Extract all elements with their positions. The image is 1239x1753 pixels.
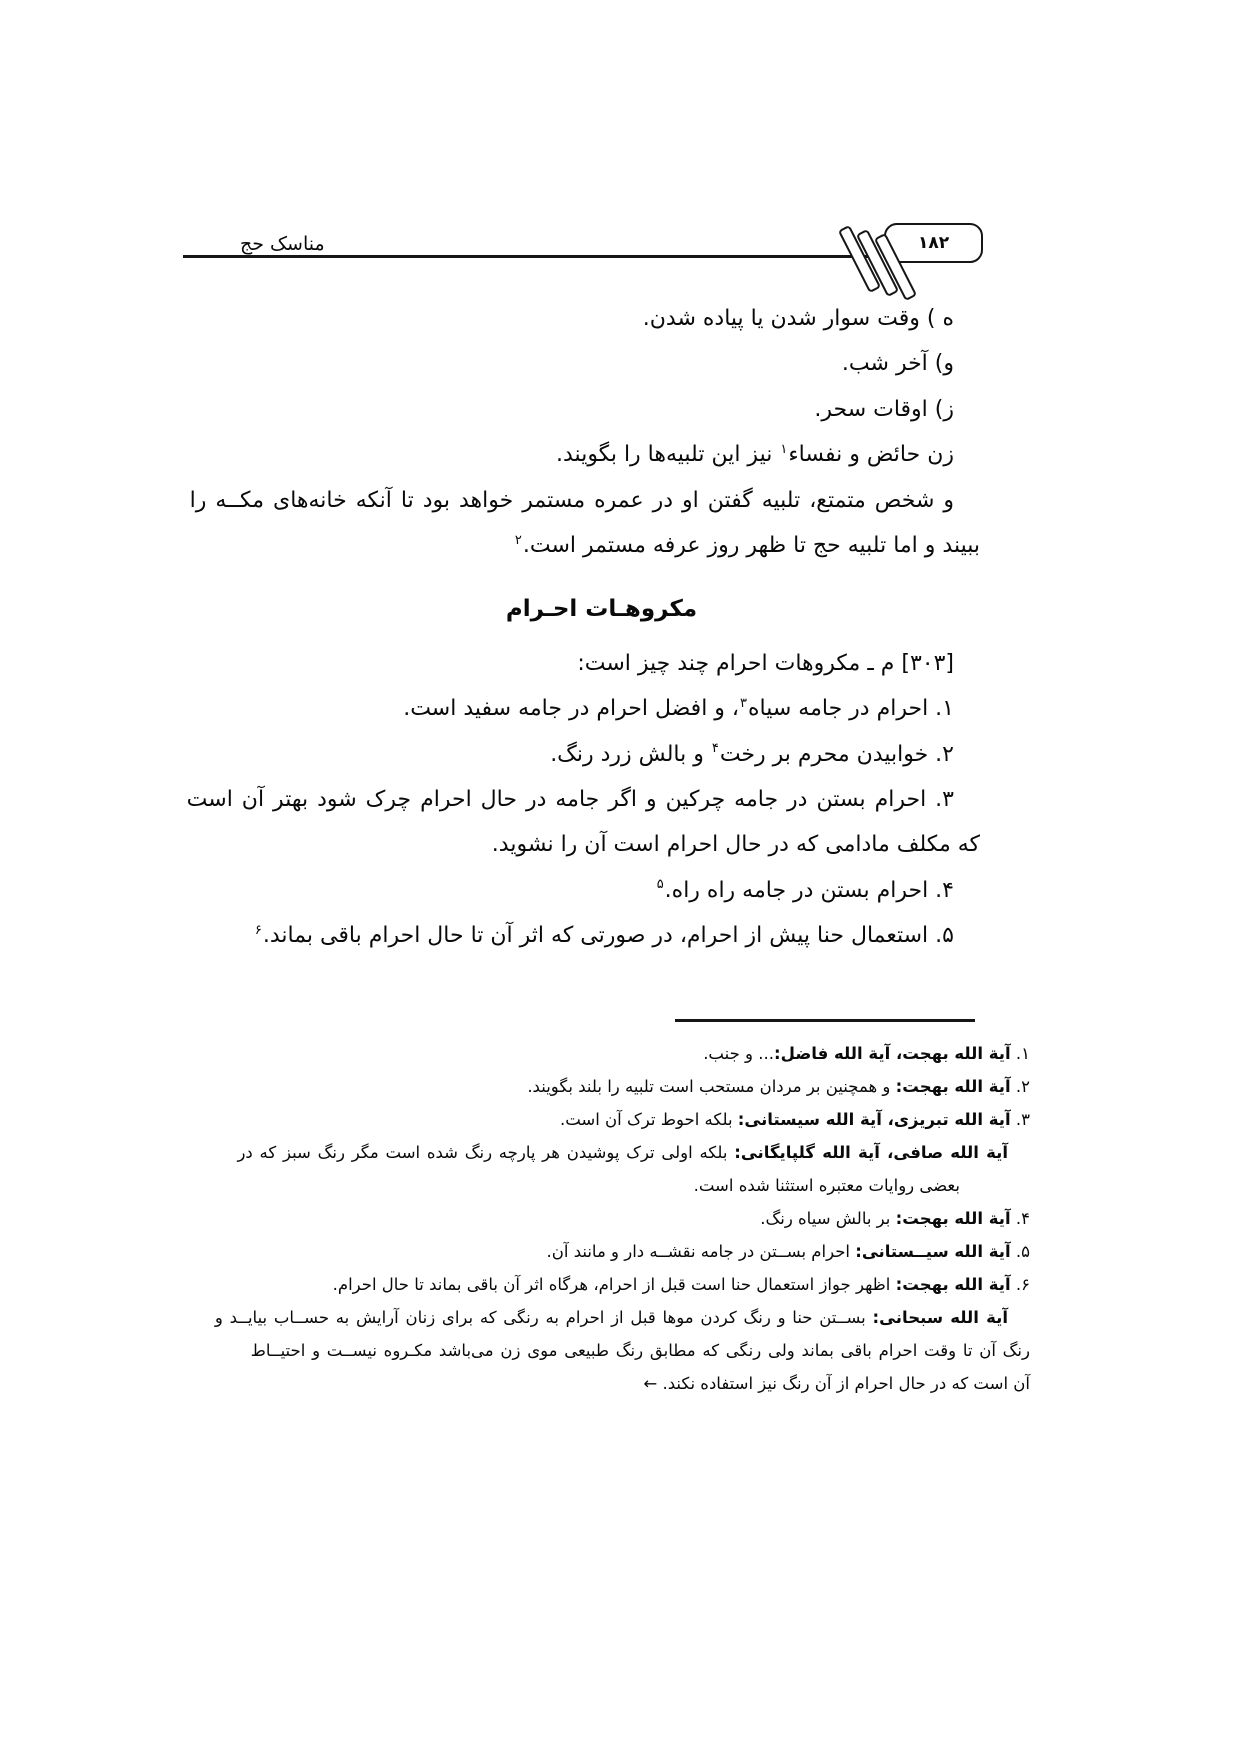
text-segment: بلکه احوط ترک آن است. xyxy=(559,1110,738,1129)
text-segment: ۴. احرام بستن در جامه راه راه. xyxy=(664,877,954,903)
text-segment: و) آخر شب. xyxy=(841,351,954,377)
text-line xyxy=(223,523,980,568)
text-segment: ... و جنب. xyxy=(703,1044,775,1063)
text-segment: ۳. xyxy=(1010,1110,1030,1129)
text-segment: و شخص متمتع، تلبیه گفتن او در عمره مستمر خواهد بود تا آنکه خانه‌های مکــه را xyxy=(189,487,954,513)
footnote-ref: ۶ xyxy=(254,922,262,938)
footnote-ref: ۳ xyxy=(740,695,748,711)
text-segment: و همچنین بر مردان مستحب است تلبیه را بلند بگویند. xyxy=(527,1077,896,1096)
text-line xyxy=(223,913,980,958)
text-line xyxy=(223,341,980,386)
footnotes xyxy=(197,1037,1030,1400)
text-segment: و بالش زرد رنگ. xyxy=(550,741,711,767)
text-segment: ۶. xyxy=(1010,1275,1030,1294)
marja-name: آیة الله بهجت: xyxy=(895,1077,1011,1096)
text-segment: نیز این تلبیه‌ها را بگویند. xyxy=(556,442,780,468)
book-title: مناسک حج xyxy=(240,233,325,255)
text-segment: ز) اوقات سحر. xyxy=(814,396,954,422)
footnote-ref: ۴ xyxy=(711,741,719,757)
text-segment: بر بالش سیاه رنگ. xyxy=(760,1209,896,1228)
text-line xyxy=(223,432,980,477)
footnote-line xyxy=(197,1103,1030,1136)
text-segment: زن حائض و نفساء xyxy=(788,442,954,468)
text-segment: رنگ آن تا وقت احرام باقی بماند ولی رنگی که مطابق رنگ طبیعی موی زن می‌باشد مکـروه نیســت و احتیــاط xyxy=(250,1341,1030,1360)
text-segment: ، و افضل احرام در جامه سفید است. xyxy=(403,696,740,722)
text-segment: بلکه اولی ترک پوشیدن هر پارچه رنگ شده است مگر رنگ سبز که در xyxy=(237,1143,735,1162)
text-segment: ۲. خوابیدن محرم بر رخت xyxy=(719,741,954,767)
marja-name: آیة الله بهجت: xyxy=(895,1275,1011,1294)
footnote-line xyxy=(197,1136,1030,1169)
text-segment: ۱. احرام در جامه سیاه xyxy=(748,696,954,722)
footnote-line xyxy=(197,1301,1030,1334)
marja-name: آیة الله بهجت، آیة الله فاضل: xyxy=(774,1044,1011,1063)
marja-name: آیة الله تبریزی، آیة الله سیستانی: xyxy=(737,1110,1011,1129)
text-line xyxy=(223,732,980,777)
text-segment: ۳. احرام بستن در جامه چرکین و اگر جامه در حال احرام چرک شود بهتر آن است xyxy=(186,786,954,812)
continuation-arrow-icon: ← xyxy=(643,1374,658,1393)
footnote-line xyxy=(197,1169,1030,1202)
section-heading xyxy=(223,587,980,632)
body-text xyxy=(186,296,980,958)
text-segment: بعضی روایات معتبره استثنا شده است. xyxy=(693,1176,960,1195)
text-line xyxy=(223,296,980,341)
footnote-line xyxy=(197,1202,1030,1235)
marja-name: آیة الله بهجت: xyxy=(895,1209,1011,1228)
text-line xyxy=(223,868,980,913)
text-segment: بســتن حنا و رنگ کردن موها قبل از احرام به رنگی که برای زنان آرایش به حســاب بیایــد و xyxy=(214,1308,873,1327)
footnote-ref: ۱ xyxy=(780,441,788,457)
text-segment: که مکلف مادامی که در حال احرام است آن را نشوید. xyxy=(491,832,980,858)
footnote-line xyxy=(197,1268,1030,1301)
footnote-line xyxy=(197,1334,1030,1367)
text-segment: احرام بســتن در جامه نقشــه دار و مانند آن. xyxy=(546,1242,856,1261)
text-line xyxy=(186,777,980,822)
text-segment: آن است که در حال احرام از آن رنگ نیز استفاده نکند. xyxy=(657,1374,1030,1393)
footnote-line xyxy=(197,1070,1030,1103)
text-segment: [۳۰۳] م ـ مکروهات احرام چند چیز است: xyxy=(577,650,954,676)
footnote-line xyxy=(197,1235,1030,1268)
text-line xyxy=(223,686,980,731)
footnote-line xyxy=(197,1037,1030,1070)
text-line xyxy=(189,478,980,523)
footnote-ref: ۲ xyxy=(514,532,522,548)
footnote-ref: ۵ xyxy=(656,877,664,893)
text-line xyxy=(223,387,980,432)
text-segment: ۱. xyxy=(1010,1044,1030,1063)
page-number: ١٨٢ xyxy=(917,233,950,253)
text-segment: ۵. استعمال حنا پیش از احرام، در صورتی که اثر آن تا حال احرام باقی بماند. xyxy=(262,923,954,949)
text-segment: ه ) وقت سوار شدن یا پیاده شدن. xyxy=(642,306,954,331)
text-line xyxy=(223,822,980,867)
text-segment: ببیند و اما تلبیه حج تا ظهر روز عرفه مستمر است. xyxy=(522,532,980,558)
text-segment: اظهر جواز استعمال حنا است قبل از احرام، هرگاه اثر آن باقی بماند تا حال احرام. xyxy=(332,1275,896,1294)
footnote-separator xyxy=(675,1019,975,1022)
text-segment: ۲. xyxy=(1010,1077,1030,1096)
page-number-box xyxy=(884,223,983,263)
marja-name: آیة الله سبحانی: xyxy=(872,1308,1008,1327)
marja-name: مکروهـات احـرام xyxy=(505,596,698,623)
header-rule xyxy=(183,255,873,258)
text-segment: ۴. xyxy=(1010,1209,1030,1228)
text-segment: ۵. xyxy=(1010,1242,1030,1261)
marja-name: آیة الله صافی، آیة الله گلپایگانی: xyxy=(734,1143,1008,1162)
footnote-line xyxy=(197,1367,1030,1400)
text-line xyxy=(223,641,980,686)
marja-name: آیة الله سیــستانی: xyxy=(855,1242,1011,1261)
